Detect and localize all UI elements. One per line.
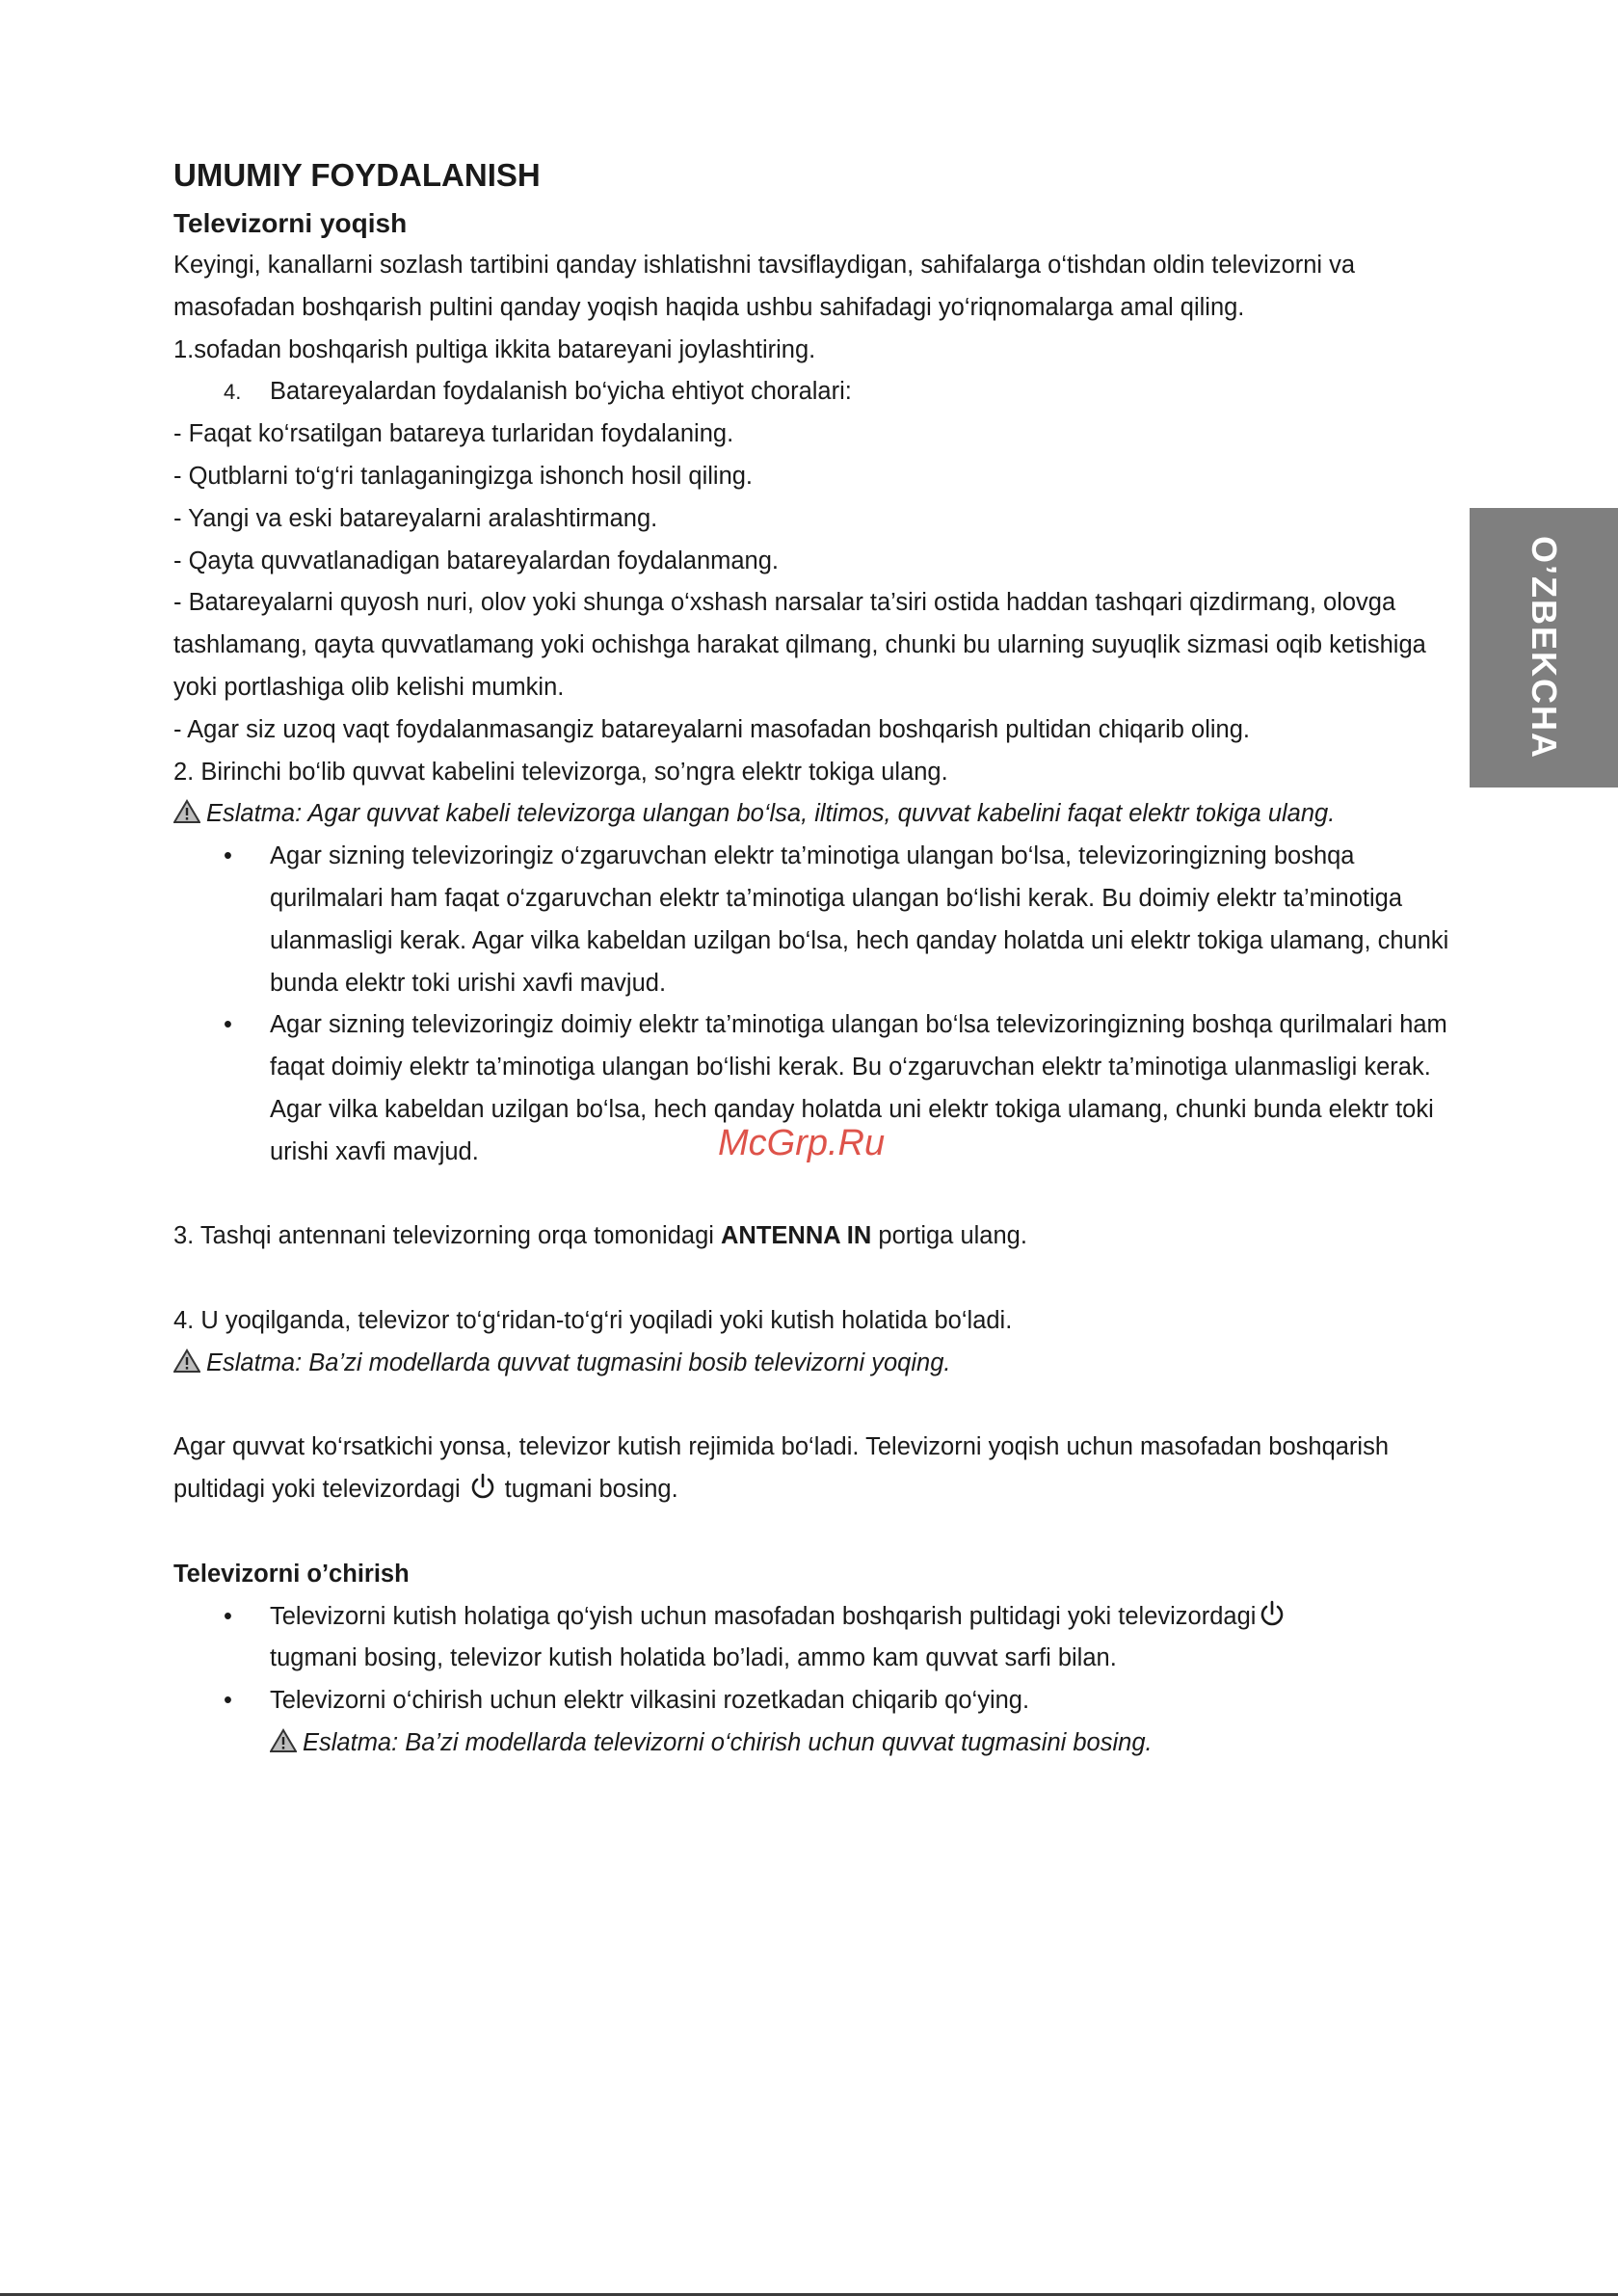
note-3-text: Eslatma: Ba’zi modellarda televizorni o‘chirish uchun quvvat tugmasini bosing. <box>303 1728 1153 1756</box>
step-3 <box>173 1215 1455 1258</box>
precaution-heading <box>173 371 1455 414</box>
note-3 <box>270 1729 1153 1756</box>
warning-triangle-icon <box>173 1348 200 1374</box>
bullet: • <box>224 1602 232 1630</box>
spacer <box>173 1174 1455 1216</box>
power-icon <box>468 1472 497 1501</box>
precaution-item: - Agar siz uzoq vaqt foydalanmasangiz batareyalarni masofadan boshqarish pultidan chiqarib oling. <box>173 715 1251 743</box>
spacer <box>173 1258 1455 1300</box>
note-2 <box>173 1343 1455 1385</box>
bullet: • <box>224 1011 232 1039</box>
language-side-tab <box>1470 508 1618 788</box>
precaution-item: - Qayta quvvatlanadigan batareyalardan foydalanmang. <box>173 547 779 574</box>
intro-paragraph: Keyingi, kanallarni sozlash tartibini qanday ishlatishni tavsiflaydigan, sahifalarga o‘tishdan oldin televizorni va masofadan boshqarish pultini qanday yoqish haqida ushbu sahifadagi yo‘riqnomalarga amal qiling. <box>173 252 1356 321</box>
antenna-in-label: ANTENNA IN <box>721 1222 872 1250</box>
bullet: • <box>224 842 232 870</box>
list-item <box>173 1680 1455 1765</box>
list-item <box>173 836 1455 1004</box>
list-item <box>173 1596 1455 1681</box>
list-item-text-pre: Televizorni kutish holatiga qo‘yish uchun masofadan boshqarish pultidagi yoki televizordagi <box>270 1602 1257 1630</box>
step-1: 1.sofadan boshqarish pultiga ikkita batareyani joylashtiring. <box>173 335 816 363</box>
section-heading-turn-on: Televizorni yoqish <box>173 208 408 238</box>
section-heading-turn-off: Televizorni o’chirish <box>173 1560 410 1588</box>
precaution-number: 4. <box>224 380 242 405</box>
warning-triangle-icon <box>270 1728 297 1753</box>
step-4: 4. U yoqilganda, televizor to‘g‘ridan-to‘g‘ri yoqiladi yoki kutish holatida bo‘ladi. <box>173 1306 1013 1334</box>
step-3-text-pre: 3. Tashqi antennani televizorning orqa tomonidagi <box>173 1222 721 1250</box>
bullet: • <box>224 1687 232 1715</box>
power-icon <box>1258 1599 1286 1628</box>
list-item-text-post: tugmani bosing, televizor kutish holatida bo’ladi, ammo kam quvvat sarfi bilan. <box>270 1644 1117 1672</box>
list-item-text: Agar sizning televizoringiz doimiy elektr ta’minotiga ulangan bo‘lsa televizoringizning boshqa qurilmalari ham faqat doimiy elektr ta’minotiga ulangan bo‘lishi kerak. Bu o‘zgaruvchan elektr ta’minotiga ulanmasligi kerak. Agar vilka kabeldan uzilgan bo‘lsa, hech qanday holatda uni elektr tokiga ulamang, chunki bunda elektr toki urishi xavfi mavjud. <box>270 1011 1447 1165</box>
list-item-text: Agar sizning televizoringiz o‘zgaruvchan elektr ta’minotiga ulangan bo‘lsa, televizoringizning boshqa qurilmalari ham faqat o‘zgaruvchan elektr ta’minotiga ulangan bo‘lishi kerak. Bu doimiy elektr ta’minotiga ulanmasligi kerak. Agar vilka kabeldan uzilgan bo‘lsa, hech qanday holatda uni elektr tokiga ulamang, chunki bunda elektr toki urishi xavfi mavjud. <box>270 842 1449 997</box>
watermark: McGrp.Ru <box>718 1123 886 1163</box>
spacer <box>173 1385 1455 1428</box>
standby-paragraph <box>173 1427 1455 1511</box>
list-item-text: Televizorni o‘chirish uchun elektr vilkasini rozetkadan chiqarib qo‘ying. <box>270 1687 1030 1715</box>
note-1 <box>173 793 1455 836</box>
note-1-text: Eslatma: Agar quvvat kabeli televizorga ulangan bo‘lsa, iltimos, quvvat kabelini faqat elektr tokiga ulang. <box>206 800 1336 828</box>
precaution-heading-text: Batareyalardan foydalanish bo‘yicha ehtiyot choralari: <box>270 378 852 406</box>
standby-text-post: tugmani bosing. <box>504 1476 678 1504</box>
page-title: UMUMIY FOYDALANISH <box>173 157 541 193</box>
note-2-text: Eslatma: Ba’zi modellarda quvvat tugmasini bosib televizorni yoqing. <box>206 1348 951 1376</box>
turn-off-bullet-list <box>173 1596 1455 1765</box>
step-2: 2. Birinchi bo‘lib quvvat kabelini televizorga, so’ngra elektr tokiga ulang. <box>173 758 948 786</box>
standby-text-pre: Agar quvvat ko‘rsatkichi yonsa, televizor kutish rejimida bo‘ladi. Televizorni yoqish uchun masofadan boshqarish pultidagi yoki televizordagi <box>173 1433 1390 1504</box>
warning-triangle-icon <box>173 799 200 824</box>
precaution-item: - Qutblarni to‘g‘ri tanlaganingizga ishonch hosil qiling. <box>173 462 754 490</box>
spacer <box>173 1511 1455 1554</box>
document-page <box>173 154 1455 1765</box>
precaution-item: - Batareyalarni quyosh nuri, olov yoki shunga o‘xshash narsalar ta’siri ostida haddan tashqari qizdirmang, olovga tashlamang, qayta quvvatlamang yoki ochishga harakat qilmang, chunki bu ularning suyuqlik sizmasi oqib ketishiga yoki portlashiga olib kelishi mumkin. <box>173 589 1426 701</box>
precaution-item: - Faqat ko‘rsatilgan batareya turlaridan foydalaning. <box>173 420 734 448</box>
step-3-text-post: portiga ulang. <box>871 1222 1027 1250</box>
language-side-tab-label: O’ZBEKCHA <box>1525 536 1564 760</box>
precaution-item: - Yangi va eski batareyalarni aralashtirmang. <box>173 504 658 532</box>
